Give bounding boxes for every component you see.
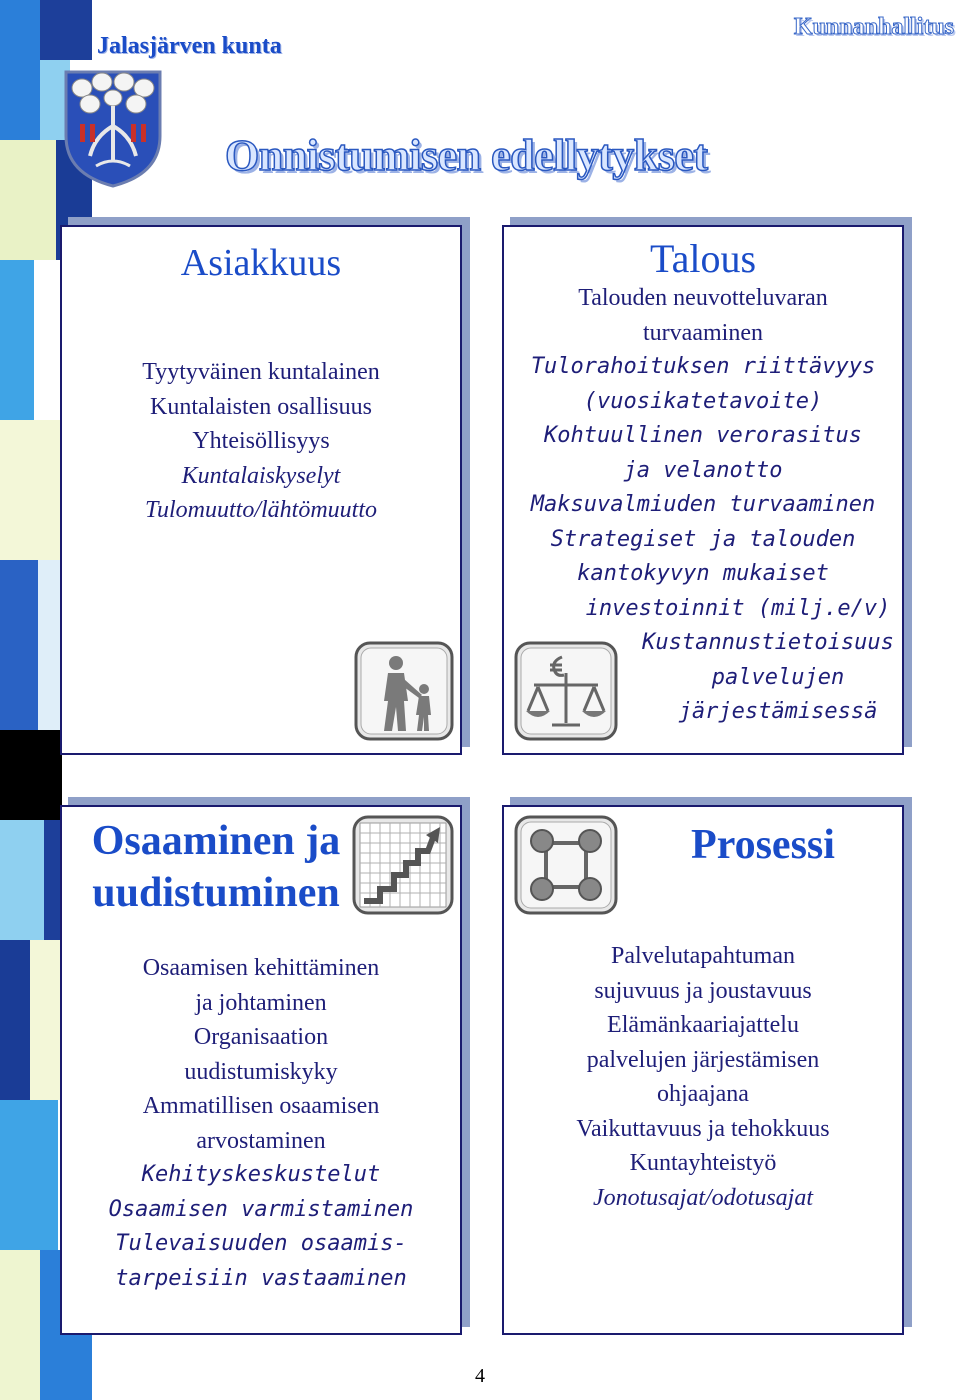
panel-text (62, 951, 460, 1296)
text-line: tarpeisiin vastaaminen (115, 1265, 407, 1291)
text-line: Talouden neuvotteluvaran (578, 285, 828, 311)
section-label: Kunnanhallitus (793, 14, 954, 40)
panel-osaaminen (60, 805, 462, 1335)
panel-talous (502, 225, 904, 755)
euro-scales-icon (512, 639, 620, 743)
text-line: Kehityskeskustelut (141, 1162, 381, 1187)
heading-line: uudistuminen (92, 870, 340, 916)
text-line: sujuvuus ja joustavuus (594, 977, 812, 1004)
text-line: investoinnit (milj.e/v) (585, 595, 891, 621)
text-line: Kuntalaiskyselyt (181, 462, 341, 489)
text-line: kantokyvyn mukaiset (577, 561, 829, 586)
text-line: palvelujen (711, 664, 845, 690)
text-line: Tyytyväinen kuntalainen (142, 359, 380, 385)
text-line: arvostaminen (196, 1127, 326, 1154)
text-line: Tulevaisuuden osaamis- (115, 1231, 407, 1256)
page-title: Onnistumisen edellytykset (225, 131, 708, 180)
panel-prosessi (502, 805, 904, 1335)
text-line: Kuntalaisten osallisuus (150, 393, 372, 420)
text-line: ja johtaminen (195, 989, 327, 1016)
panel-heading: Prosessi (691, 822, 835, 868)
text-line: Yhteisöllisyys (192, 428, 330, 454)
text-line: Jonotusajat/odotusajat (592, 1184, 813, 1211)
text-line: Kustannustietoisuus (642, 630, 894, 655)
text-line: Tulomuutto/lähtömuutto (144, 497, 378, 523)
text-line: Elämänkaariajattelu (607, 1012, 799, 1038)
panel-text (62, 355, 460, 528)
panel-asiakkuus (60, 225, 462, 755)
text-line: järjestämisessä (678, 699, 878, 724)
text-line: uudistumiskyky (184, 1058, 338, 1085)
text-line: Ammatillisen osaamisen (142, 1093, 380, 1119)
text-line: turvaaminen (643, 319, 763, 346)
text-line: (vuosikatetavoite) (583, 388, 823, 414)
organization-name: Jalasjärven kunta (97, 33, 282, 59)
text-line: Osaamisen varmistaminen (108, 1196, 414, 1222)
text-line: Strategiset ja talouden (550, 526, 856, 552)
text-line: Palvelutapahtuman (611, 943, 795, 969)
text-line: ohjaajana (657, 1081, 749, 1107)
panel-heading (76, 815, 356, 919)
text-line: Maksuvalmiuden turvaaminen (530, 492, 876, 517)
growth-chart-icon (350, 813, 456, 917)
page-number: 4 (475, 1365, 485, 1387)
panel-heading: Asiakkuus (180, 242, 342, 284)
municipal-crest-icon (60, 66, 166, 190)
text-line: palvelujen järjestämisen (586, 1046, 820, 1073)
panel-text (504, 939, 902, 1215)
heading-line: Osaaminen ja (91, 818, 341, 864)
parent-child-icon (352, 639, 456, 743)
text-line: Kohtuullinen verorasitus (544, 423, 862, 448)
text-line: Tulorahoituksen riittävyys (530, 354, 876, 379)
panel-heading: Talous (649, 236, 757, 281)
text-line: Vaikuttavuus ja tehokkuus (576, 1115, 830, 1142)
process-nodes-icon (512, 813, 620, 917)
text-line: ja velanotto (623, 457, 783, 483)
text-line: Osaamisen kehittäminen (142, 955, 380, 981)
text-line: Kuntayhteistyö (629, 1150, 777, 1176)
text-line: Organisaation (193, 1024, 329, 1050)
